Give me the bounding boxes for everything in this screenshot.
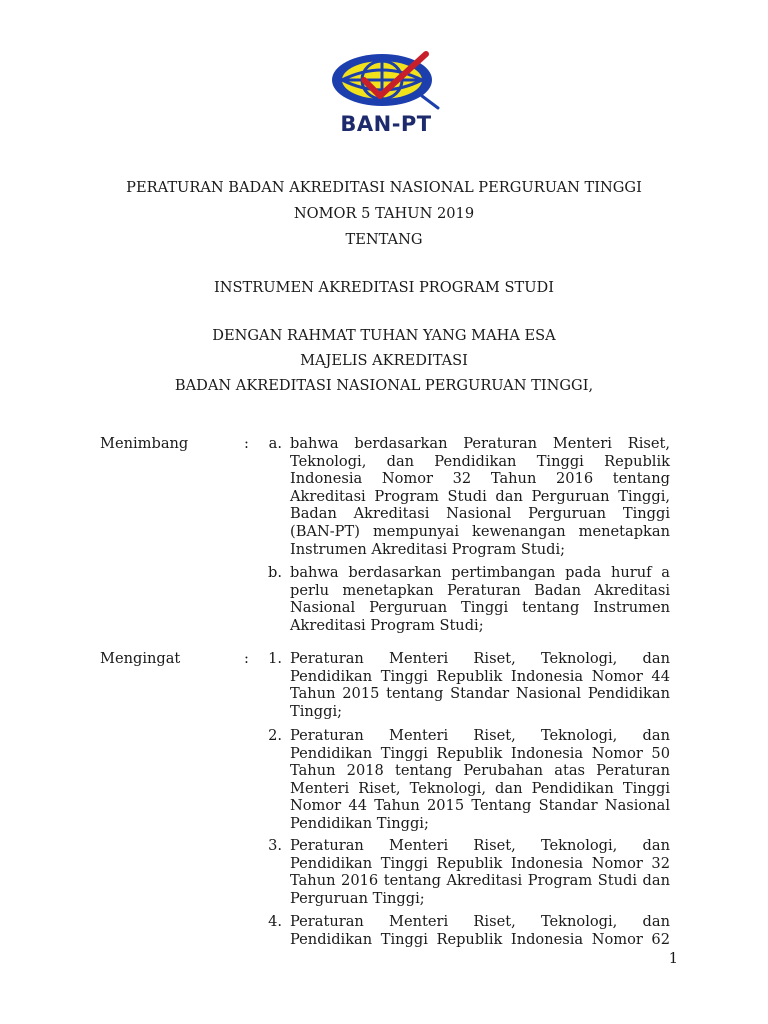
logo-text: BAN-PT	[340, 112, 432, 136]
mengingat-item-marker: 4.	[268, 913, 282, 930]
menimbang-item-text: bahwa berdasarkan Peraturan Menteri Riset, Teknologi, dan Pendidikan Tinggi Republik Indonesia Nomor 32 Tahun 2016 tentang Akreditasi Program Studi dan Perguruan Tinggi, Badan Akreditasi Nasional Perguruan Tinggi (BAN-PT) mempunyai kewenangan menetapkan Instrumen Akreditasi Program Studi;	[290, 435, 670, 558]
preamble-line-1: DENGAN RAHMAT TUHAN YANG MAHA ESA	[212, 327, 556, 344]
menimbang-item-marker: a.	[268, 435, 282, 452]
mengingat-item-marker: 1.	[268, 650, 282, 667]
menimbang-item-marker: b.	[268, 564, 282, 581]
subject-title: INSTRUMEN AKREDITASI PROGRAM STUDI	[213, 279, 555, 296]
ban-pt-logo	[326, 50, 446, 150]
mengingat-item-text: Peraturan Menteri Riset, Teknologi, dan Pendidikan Tinggi Republik Indonesia Nomor 32 Tahun 2016 tentang Akreditasi Program Studi dan Perguruan Tinggi;	[290, 837, 670, 907]
mengingat-item-text: Peraturan Menteri Riset, Teknologi, dan Pendidikan Tinggi Republik Indonesia Nomor 44 Tahun 2015 tentang Standar Nasional Pendidikan Tinggi;	[290, 650, 670, 720]
preamble-line-3: BADAN AKREDITASI NASIONAL PERGURUAN TINGGI,	[174, 377, 594, 394]
page-number: 1	[668, 950, 678, 967]
mengingat-label: Mengingat	[100, 650, 181, 667]
mengingat-colon: :	[244, 650, 249, 667]
mengingat-item-text: Peraturan Menteri Riset, Teknologi, dan Pendidikan Tinggi Republik Indonesia Nomor 50 Tahun 2018 tentang Perubahan atas Peraturan Menteri Riset, Teknologi, dan Pendidikan Tinggi Nomor 44 Tahun 2015 Tentang Standar Nasional Pendidikan Tinggi;	[290, 727, 670, 832]
title-line-3: TENTANG	[345, 231, 423, 248]
mengingat-item-marker: 2.	[268, 727, 282, 744]
mengingat-item-marker: 3.	[268, 837, 282, 854]
menimbang-colon: :	[244, 435, 249, 452]
preamble-line-2: MAJELIS AKREDITASI	[300, 352, 468, 369]
title-line-2: NOMOR 5 TAHUN 2019	[293, 205, 475, 222]
globe-check-icon	[326, 50, 446, 114]
menimbang-label: Menimbang	[100, 435, 189, 452]
mengingat-item-text: Peraturan Menteri Riset, Teknologi, dan Pendidikan Tinggi Republik Indonesia Nomor 62	[290, 913, 670, 948]
title-line-1: PERATURAN BADAN AKREDITASI NASIONAL PERGURUAN TINGGI	[126, 179, 642, 196]
menimbang-item-text: bahwa berdasarkan pertimbangan pada huruf a perlu menetapkan Peraturan Badan Akreditasi Nasional Perguruan Tinggi tentang Instrumen Akreditasi Program Studi;	[290, 564, 670, 634]
